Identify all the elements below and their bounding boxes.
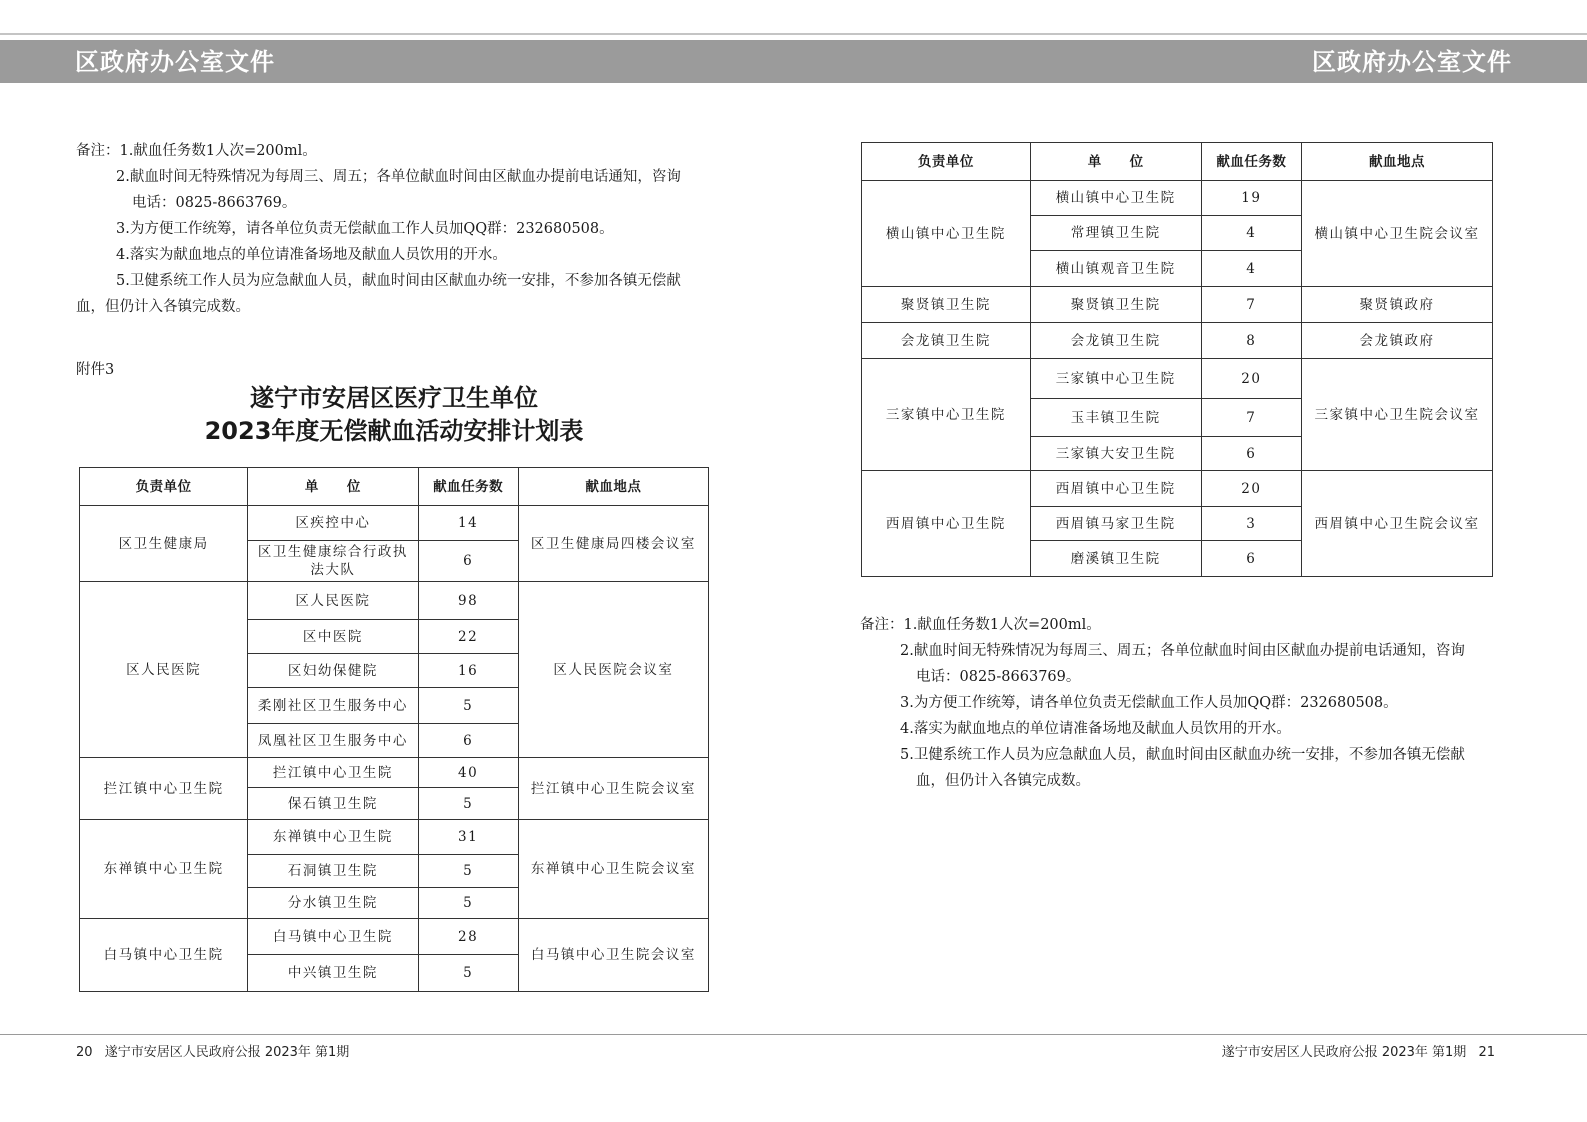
note-line: 5.卫健系统工作人员为应急献血人员，献血时间由区献血办统一安排，不参加各镇无偿献	[900, 747, 1465, 763]
column-header: 献血地点	[518, 468, 708, 506]
donation-location-cell: 白马镇中心卫生院会议室	[518, 919, 708, 992]
donation-count-cell: 20	[1201, 359, 1301, 399]
responsible-unit-cell: 西眉镇中心卫生院	[862, 471, 1031, 577]
unit-name-cell: 三家镇中心卫生院	[1030, 359, 1201, 399]
left-page	[0, 0, 793, 1122]
table-row	[862, 287, 1493, 323]
column-header: 负责单位	[80, 468, 248, 506]
header-rule	[793, 33, 1587, 35]
table-row	[862, 181, 1493, 216]
unit-name-cell: 聚贤镇卫生院	[1030, 287, 1201, 323]
unit-name-cell: 白马镇中心卫生院	[248, 919, 418, 955]
donation-count-cell: 4	[1201, 216, 1301, 251]
unit-name-cell: 区人民医院	[248, 582, 418, 620]
donation-count-cell: 22	[418, 620, 518, 654]
column-header: 献血地点	[1302, 143, 1493, 181]
unit-name-cell: 玉丰镇卫生院	[1030, 399, 1201, 437]
responsible-unit-cell: 拦江镇中心卫生院	[80, 758, 248, 820]
column-header: 单 位	[248, 468, 418, 506]
donation-location-cell: 聚贤镇政府	[1302, 287, 1493, 323]
donation-count-cell: 4	[1201, 251, 1301, 287]
unit-name-cell: 西眉镇马家卫生院	[1030, 507, 1201, 541]
donation-count-cell: 16	[418, 654, 518, 688]
donation-count-cell: 14	[418, 506, 518, 541]
donation-count-cell: 3	[1201, 507, 1301, 541]
donation-count-cell: 6	[1201, 541, 1301, 577]
header-title-right: 区政府办公室文件	[1312, 48, 1512, 76]
page-number: 20	[76, 1045, 93, 1060]
note-line: 2.献血时间无特殊情况为每周三、周五；各单位献血时间由区献血办提前电话通知，咨询	[900, 643, 1465, 659]
unit-name-cell: 横山镇观音卫生院	[1030, 251, 1201, 287]
note-line: 电话：0825-8663769。	[132, 195, 297, 211]
donation-count-cell: 5	[418, 855, 518, 888]
note-line: 备注：1.献血任务数1人次=200ml。	[860, 617, 1101, 633]
unit-name-cell: 区疾控中心	[248, 506, 418, 541]
unit-name-cell: 区妇幼保健院	[248, 654, 418, 688]
document-title-line1: 遂宁市安居区医疗卫生单位	[250, 384, 538, 412]
column-header: 单 位	[1030, 143, 1201, 181]
donation-count-cell: 98	[418, 582, 518, 620]
note-line: 4.落实为献血地点的单位请准备场地及献血人员饮用的开水。	[900, 721, 1291, 737]
table-row	[80, 582, 709, 620]
footer-rule	[793, 1034, 1587, 1035]
note-line: 5.卫健系统工作人员为应急献血人员，献血时间由区献血办统一安排，不参加各镇无偿献	[116, 273, 681, 289]
table-row	[862, 359, 1493, 399]
blood-donation-plan-table-left	[79, 467, 709, 992]
donation-count-cell: 19	[1201, 181, 1301, 216]
page-number: 21	[1478, 1045, 1495, 1060]
unit-name-cell: 西眉镇中心卫生院	[1030, 471, 1201, 507]
responsible-unit-cell: 区人民医院	[80, 582, 248, 758]
note-line: 电话：0825-8663769。	[916, 669, 1081, 685]
donation-location-cell: 横山镇中心卫生院会议室	[1302, 181, 1493, 287]
donation-count-cell: 40	[418, 758, 518, 788]
unit-name-cell: 柔刚社区卫生服务中心	[248, 688, 418, 724]
note-line: 3.为方便工作统筹，请各单位负责无偿献血工作人员加QQ群：232680508。	[900, 695, 1398, 711]
donation-location-cell: 西眉镇中心卫生院会议室	[1302, 471, 1493, 577]
donation-count-cell: 6	[418, 724, 518, 758]
unit-name-cell: 石洞镇卫生院	[248, 855, 418, 888]
note-line: 血，但仍计入各镇完成数。	[76, 299, 250, 315]
table-row	[862, 471, 1493, 507]
responsible-unit-cell: 聚贤镇卫生院	[862, 287, 1031, 323]
donation-location-cell: 东禅镇中心卫生院会议室	[518, 820, 708, 919]
donation-count-cell: 5	[418, 955, 518, 992]
column-header: 献血任务数	[1201, 143, 1301, 181]
unit-name-cell: 区中医院	[248, 620, 418, 654]
donation-count-cell: 5	[418, 888, 518, 919]
notes-right	[860, 612, 1500, 794]
unit-name-cell: 东禅镇中心卫生院	[248, 820, 418, 855]
unit-name-cell: 凤凰社区卫生服务中心	[248, 724, 418, 758]
note-line: 2.献血时间无特殊情况为每周三、周五；各单位献血时间由区献血办提前电话通知，咨询	[116, 169, 681, 185]
responsible-unit-cell: 三家镇中心卫生院	[862, 359, 1031, 471]
footer-publication: 遂宁市安居区人民政府公报 2023年 第1期	[104, 1045, 350, 1060]
unit-name-cell: 三家镇大安卫生院	[1030, 437, 1201, 471]
table-row	[80, 919, 709, 955]
responsible-unit-cell: 区卫生健康局	[80, 506, 248, 582]
unit-name-cell: 常理镇卫生院	[1030, 216, 1201, 251]
note-line: 备注：1.献血任务数1人次=200ml。	[76, 143, 317, 159]
unit-name-cell: 分水镇卫生院	[248, 888, 418, 919]
document-title-line2: 2023年度无偿献血活动安排计划表	[204, 417, 584, 445]
attachment-label: 附件3	[76, 362, 115, 378]
footer-publication: 遂宁市安居区人民政府公报 2023年 第1期	[1221, 1045, 1467, 1060]
unit-name-cell: 中兴镇卫生院	[248, 955, 418, 992]
donation-count-cell: 20	[1201, 471, 1301, 507]
table-body	[862, 181, 1493, 577]
donation-count-cell: 28	[418, 919, 518, 955]
note-line: 血，但仍计入各镇完成数。	[916, 773, 1090, 789]
donation-count-cell: 6	[418, 541, 518, 582]
responsible-unit-cell: 白马镇中心卫生院	[80, 919, 248, 992]
column-header: 负责单位	[862, 143, 1031, 181]
donation-count-cell: 6	[1201, 437, 1301, 471]
donation-count-cell: 7	[1201, 287, 1301, 323]
note-line: 4.落实为献血地点的单位请准备场地及献血人员饮用的开水。	[116, 247, 507, 263]
donation-location-cell: 区人民医院会议室	[518, 582, 708, 758]
header-rule	[0, 33, 793, 35]
table-row	[80, 506, 709, 541]
footer-right	[1222, 1041, 1495, 1060]
table-row	[80, 820, 709, 855]
donation-location-cell: 区卫生健康局四楼会议室	[518, 506, 708, 582]
unit-name-cell: 横山镇中心卫生院	[1030, 181, 1201, 216]
donation-location-cell: 会龙镇政府	[1302, 323, 1493, 359]
donation-count-cell: 5	[418, 788, 518, 820]
donation-location-cell: 拦江镇中心卫生院会议室	[518, 758, 708, 820]
donation-count-cell: 7	[1201, 399, 1301, 437]
unit-name-cell: 磨溪镇卫生院	[1030, 541, 1201, 577]
responsible-unit-cell: 横山镇中心卫生院	[862, 181, 1031, 287]
table-row	[862, 323, 1493, 359]
responsible-unit-cell: 会龙镇卫生院	[862, 323, 1031, 359]
note-line: 3.为方便工作统筹，请各单位负责无偿献血工作人员加QQ群：232680508。	[116, 221, 614, 237]
notes-left	[76, 138, 716, 320]
donation-count-cell: 5	[418, 688, 518, 724]
header-title-left: 区政府办公室文件	[75, 48, 275, 76]
table-body	[80, 506, 709, 992]
unit-name-cell: 会龙镇卫生院	[1030, 323, 1201, 359]
blood-donation-plan-table-right	[861, 142, 1493, 577]
donation-count-cell: 31	[418, 820, 518, 855]
responsible-unit-cell: 东禅镇中心卫生院	[80, 820, 248, 919]
donation-count-cell: 8	[1201, 323, 1301, 359]
right-page	[793, 0, 1587, 1122]
footer-left	[76, 1041, 349, 1060]
table-row	[80, 758, 709, 788]
footer-rule	[0, 1034, 793, 1035]
unit-name-cell: 拦江镇中心卫生院	[248, 758, 418, 788]
column-header: 献血任务数	[418, 468, 518, 506]
donation-location-cell: 三家镇中心卫生院会议室	[1302, 359, 1493, 471]
unit-name-cell: 保石镇卫生院	[248, 788, 418, 820]
unit-name-cell: 区卫生健康综合行政执法大队	[248, 541, 418, 582]
